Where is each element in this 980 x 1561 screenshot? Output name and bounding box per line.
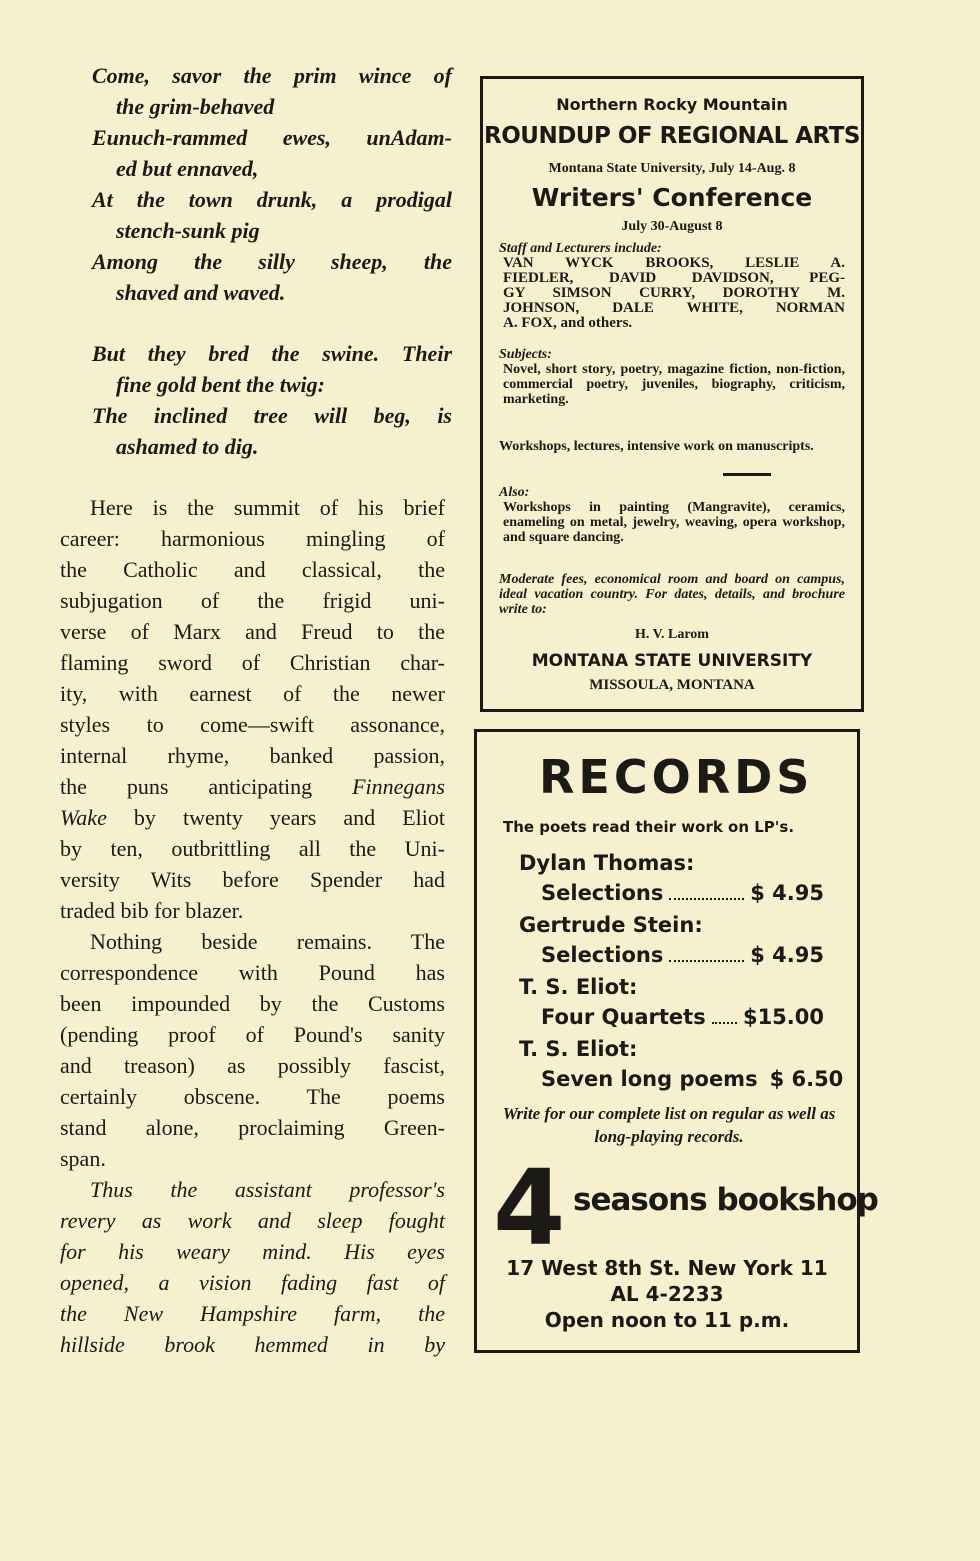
- shop-phone: AL 4-2233: [610, 1282, 724, 1306]
- contact-city: MISSOULA, MONTANA: [589, 677, 755, 693]
- contact-name: H. V. Larom: [635, 627, 709, 642]
- text-line: span.: [60, 1146, 106, 1171]
- poem-line: The inclined tree will beg, is: [92, 403, 452, 428]
- shop-address: 17 West 8th St. New York 11: [506, 1256, 828, 1280]
- poem-line: But they bred the swine. Their: [92, 341, 452, 366]
- text-line: subjugation of the frigid uni-: [60, 588, 445, 613]
- records-note: Write for our complete list on regular as well as long-playing records.: [502, 1104, 836, 1146]
- text-line: by ten, outbrittling all the Uni-: [60, 836, 445, 861]
- text-line: ity, with earnest of the newer: [60, 681, 445, 706]
- records-advertisement: [474, 729, 878, 1353]
- record-price: $ 4.95: [750, 943, 824, 967]
- also-heading: Also:: [499, 485, 530, 500]
- record-item: [519, 1034, 844, 1094]
- text-line: flaming sword of Christian char-: [60, 650, 445, 675]
- poem-line: the grim-behaved: [116, 94, 275, 119]
- text-line: hillside brook hemmed in by: [60, 1332, 445, 1357]
- ad-venue: Montana State University, July 14-Aug. 8: [548, 161, 796, 176]
- ad-conference-title: Writers' Conference: [531, 183, 813, 212]
- record-author: T. S. Eliot:: [519, 975, 638, 999]
- staff-line: A. FOX, and others.: [503, 315, 633, 331]
- text-line: Thus the assistant professor's: [90, 1177, 445, 1202]
- record-title: Four Quartets: [541, 1005, 706, 1029]
- contact-org: MONTANA STATE UNIVERSITY: [531, 651, 813, 671]
- record-item: [519, 848, 824, 908]
- text-line: traded bib for blazer.: [60, 898, 244, 923]
- staff-line: FIEDLER, DAVID DAVIDSON, PEG-: [503, 270, 845, 286]
- record-title: Selections: [541, 943, 664, 967]
- also-text: Workshops in painting (Mangravite), ceramics, enameling on metal, jewelry, weaving, opera workshop, and square dancing.: [503, 500, 845, 545]
- poem-line: Eunuch-rammed ewes, unAdam-: [92, 125, 452, 150]
- text-line: the Catholic and classical, the: [60, 557, 445, 582]
- text-run: the puns anticipating: [60, 774, 353, 799]
- text-line: Nothing beside remains. The: [90, 929, 445, 954]
- poem-line: ashamed to dig.: [116, 434, 259, 459]
- text-line: versity Wits before Spender had: [60, 867, 445, 892]
- roundup-advertisement: [480, 76, 864, 712]
- poem-line: shaved and waved.: [116, 280, 286, 305]
- ad-kicker: Northern Rocky Mountain: [556, 95, 788, 114]
- text-line: opened, a vision fading fast of: [60, 1270, 445, 1295]
- text-line: styles to come—swift assonance,: [60, 712, 445, 737]
- body-paragraph-1: [60, 492, 445, 926]
- text-line: revery as work and sleep fought: [60, 1208, 445, 1233]
- poem-line: Come, savor the prim wince of: [92, 63, 452, 88]
- staff-block: [499, 241, 845, 331]
- record-line: [519, 1002, 824, 1032]
- record-price: $ 6.50: [769, 1067, 844, 1091]
- text-line: for his weary mind. His eyes: [60, 1239, 445, 1264]
- divider: [723, 473, 771, 476]
- text-line: and treason) as possibly fascist,: [60, 1053, 445, 1078]
- record-price: $ 4.95: [750, 881, 824, 905]
- record-author: T. S. Eliot:: [519, 1037, 638, 1061]
- text-line: [60, 802, 445, 833]
- body-paragraph-2: [60, 926, 445, 1174]
- book-title: Finnegans: [352, 774, 445, 799]
- poem-line: Among the silly sheep, the: [92, 249, 452, 274]
- records-title: RECORDS: [539, 750, 814, 804]
- record-title: Seven long poems: [541, 1067, 758, 1091]
- poem-line: fine gold bent the twig:: [116, 372, 325, 397]
- leader-dots: [669, 940, 744, 962]
- text-line: the New Hampshire farm, the: [60, 1301, 445, 1326]
- record-author: Dylan Thomas:: [519, 851, 695, 875]
- record-line: [519, 940, 824, 970]
- also-block: [499, 485, 845, 545]
- poem-line: stench-sunk pig: [116, 218, 260, 243]
- record-title: Selections: [541, 881, 664, 905]
- text-line: been impounded by the Customs: [60, 991, 445, 1016]
- record-line: [519, 1064, 844, 1094]
- staff-line: GY SIMSON CURRY, DOROTHY M.: [503, 285, 845, 301]
- poem-line: At the town drunk, a prodigal: [92, 187, 452, 212]
- text-line: Here is the summit of his brief: [90, 495, 445, 520]
- text-line: stand alone, proclaiming Green-: [60, 1115, 445, 1140]
- fees-text: Moderate fees, economical room and board on campus, ideal vacation country. For dates, details, and brochure write to:: [499, 572, 845, 617]
- record-price: $15.00: [742, 1005, 824, 1029]
- leader-dots: [712, 1002, 737, 1024]
- text-line: internal rhyme, banked passion,: [60, 743, 445, 768]
- body-paragraph-3: [60, 1174, 445, 1360]
- record-item: [519, 910, 824, 970]
- logo-text: seasons bookshop: [573, 1182, 878, 1218]
- logo-numeral: 4: [493, 1147, 566, 1269]
- workshops-text: Workshops, lectures, intensive work on manuscripts.: [499, 439, 814, 454]
- text-run: by twenty years and Eliot: [106, 805, 445, 830]
- staff-heading: Staff and Lecturers include:: [499, 241, 662, 256]
- text-line: verse of Marx and Freud to the: [60, 619, 445, 644]
- shop-hours: Open noon to 11 p.m.: [544, 1308, 790, 1332]
- ad-title: ROUNDUP OF REGIONAL ARTS: [484, 123, 860, 149]
- record-item: [519, 972, 824, 1032]
- subjects-block: [499, 347, 845, 407]
- poem-stanza-1: [92, 60, 452, 308]
- records-subtitle: The poets read their work on LP's.: [503, 818, 795, 836]
- record-author: Gertrude Stein:: [519, 913, 703, 937]
- record-line: [519, 878, 824, 908]
- text-line: [60, 771, 445, 802]
- subjects-text: Novel, short story, poetry, magazine fiction, non-fiction, commercial poetry, juveniles, biography, criticism, marketing.: [503, 362, 845, 407]
- text-line: certainly obscene. The poems: [60, 1084, 445, 1109]
- staff-line: VAN WYCK BROOKS, LESLIE A.: [503, 255, 845, 271]
- text-line: career: harmonious mingling of: [60, 526, 445, 551]
- staff-line: JOHNSON, DALE WHITE, NORMAN: [503, 300, 845, 316]
- book-title: Wake: [60, 805, 107, 830]
- poem-stanza-2: [92, 338, 452, 462]
- poem-line: ed but ennaved,: [116, 156, 259, 181]
- text-line: (pending proof of Pound's sanity: [60, 1022, 445, 1047]
- text-line: correspondence with Pound has: [60, 960, 445, 985]
- subjects-heading: Subjects:: [499, 347, 552, 362]
- ad-conference-dates: July 30-August 8: [621, 219, 723, 234]
- leader-dots: [669, 878, 744, 900]
